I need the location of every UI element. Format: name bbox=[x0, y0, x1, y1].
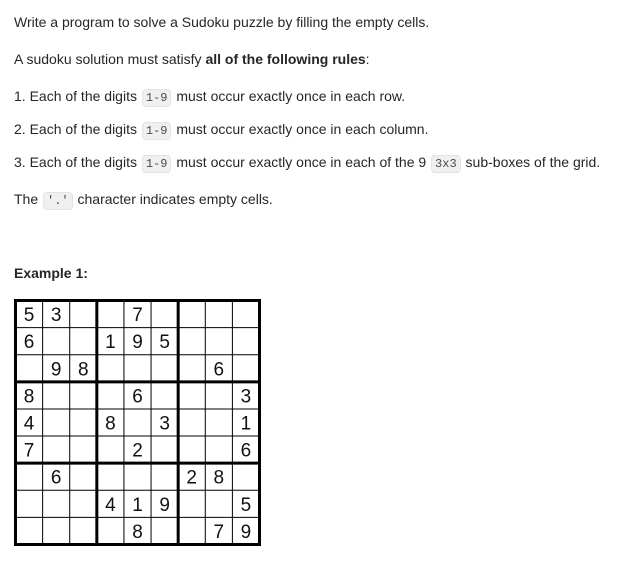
board-cell-r2-c4: 1 bbox=[105, 332, 116, 354]
board-cell-r7-c7: 2 bbox=[186, 467, 198, 489]
board-cell-r5-c9: 1 bbox=[240, 413, 252, 435]
board-cell-r9-c5: 8 bbox=[132, 521, 143, 543]
rule-2 bbox=[14, 119, 428, 140]
board-cell-r1-c1: 5 bbox=[23, 305, 35, 327]
board-cell-r2-c1: 6 bbox=[23, 332, 35, 354]
requirement-bold: all of the following rules bbox=[205, 51, 366, 67]
board-cell-r6-c5: 2 bbox=[132, 440, 143, 462]
rule-1 bbox=[14, 86, 405, 107]
board-cell-r4-c1: 8 bbox=[23, 386, 35, 408]
empty-note-code: '.' bbox=[43, 192, 73, 210]
board-cell-r5-c6: 3 bbox=[159, 413, 170, 435]
board-cell-r6-c9: 6 bbox=[240, 440, 252, 462]
rule-1-suffix: must occur exactly once in each row. bbox=[172, 88, 406, 104]
board-cell-r4-c9: 3 bbox=[240, 386, 252, 408]
board-cell-r5-c1: 4 bbox=[23, 413, 35, 435]
board-cell-r3-c8: 6 bbox=[213, 359, 225, 381]
example-heading: Example 1: bbox=[14, 265, 88, 281]
intro-text: Write a program to solve a Sudoku puzzle by filling the empty cells. bbox=[14, 14, 430, 30]
rule-3-code2: 3x3 bbox=[431, 155, 461, 173]
rule-3-suffix: sub-boxes of the grid. bbox=[461, 154, 601, 170]
board-cell-r8-c4: 4 bbox=[105, 494, 116, 516]
sudoku-board bbox=[14, 299, 261, 546]
requirement-before: A sudoku solution must satisfy bbox=[14, 51, 206, 67]
board-cell-r9-c8: 7 bbox=[213, 521, 225, 543]
board-cell-r1-c5: 7 bbox=[132, 305, 143, 327]
board-cell-r8-c9: 5 bbox=[240, 494, 252, 516]
empty-note-before: The bbox=[14, 191, 43, 207]
board-cell-r5-c4: 8 bbox=[105, 413, 116, 435]
rule-3-mid: must occur exactly once in each of the 9 bbox=[172, 154, 431, 170]
empty-cell-note bbox=[14, 189, 273, 210]
empty-note-after: character indicates empty cells. bbox=[73, 191, 273, 207]
board-cell-r2-c5: 9 bbox=[132, 332, 143, 354]
sudoku-board-svg bbox=[14, 299, 261, 546]
board-cell-r6-c1: 7 bbox=[23, 440, 35, 462]
rule-2-prefix: 2. Each of the digits bbox=[14, 121, 141, 137]
board-cell-r9-c9: 9 bbox=[240, 521, 252, 543]
rule-2-suffix: must occur exactly once in each column. bbox=[172, 121, 429, 137]
board-cell-r8-c5: 1 bbox=[132, 494, 143, 516]
rule-3-code: 1-9 bbox=[142, 155, 172, 173]
board-cell-r7-c8: 8 bbox=[213, 467, 225, 489]
rule-1-code: 1-9 bbox=[142, 89, 172, 107]
requirement-after: : bbox=[365, 51, 370, 67]
rule-3-prefix: 3. Each of the digits bbox=[14, 154, 141, 170]
rule-3 bbox=[14, 152, 600, 173]
board-cell-r3-c3: 8 bbox=[77, 359, 89, 381]
board-cell-r8-c6: 9 bbox=[159, 494, 170, 516]
board-cell-r7-c2: 6 bbox=[50, 467, 62, 489]
board-cell-r1-c2: 3 bbox=[50, 305, 62, 327]
rule-1-prefix: 1. Each of the digits bbox=[14, 88, 141, 104]
board-cell-r3-c2: 9 bbox=[50, 359, 62, 381]
rule-2-code: 1-9 bbox=[142, 122, 172, 140]
requirement-text bbox=[14, 49, 370, 69]
board-cell-r4-c5: 6 bbox=[132, 386, 143, 408]
board-cell-r2-c6: 5 bbox=[159, 332, 170, 354]
